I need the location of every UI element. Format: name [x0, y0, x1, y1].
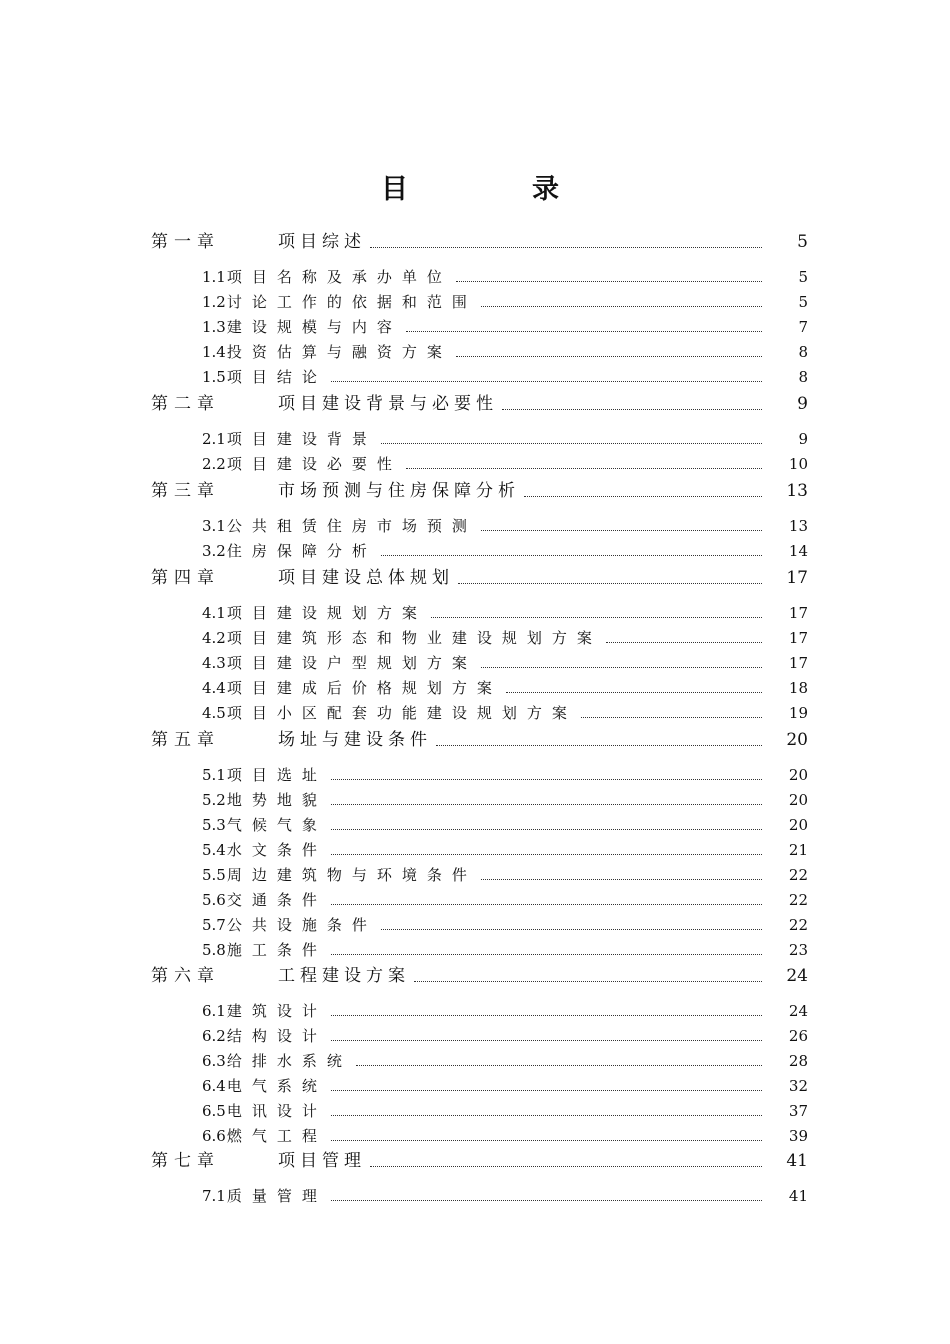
section-page-number: 7 — [798, 318, 808, 336]
section-number: 1.5 — [202, 368, 226, 386]
page-title-char-1: 目 — [381, 174, 408, 205]
section-title-line — [202, 315, 762, 339]
section-title-line — [202, 999, 762, 1023]
toc-chapter-row[interactable] — [0, 477, 950, 505]
chapter-page-number: 17 — [786, 568, 808, 588]
toc-section-row[interactable] — [0, 999, 950, 1023]
section-title-line — [202, 514, 762, 538]
toc-section-row[interactable] — [0, 315, 950, 339]
dot-leader — [431, 616, 762, 618]
dot-leader — [331, 1014, 762, 1016]
section-number: 6.4 — [202, 1077, 226, 1095]
chapter-title: 工程建设方案 — [278, 966, 410, 986]
chapter-title: 场址与建设条件 — [278, 730, 432, 750]
section-title: 建筑设计 — [226, 1002, 327, 1020]
toc-chapter-row[interactable] — [0, 228, 950, 256]
toc-section-row[interactable] — [0, 763, 950, 787]
chapter-page-number: 41 — [786, 1151, 808, 1171]
section-title-line — [202, 788, 762, 812]
chapter-label: 第六章 — [151, 966, 220, 986]
section-number: 5.7 — [202, 916, 226, 934]
chapter-title-line — [278, 564, 762, 592]
section-number: 5.1 — [202, 766, 226, 784]
toc-section-row[interactable] — [0, 676, 950, 700]
section-title-line — [202, 427, 762, 451]
section-page-number: 9 — [798, 430, 808, 448]
section-title: 项目结论 — [226, 368, 327, 386]
section-page-number: 21 — [788, 841, 808, 859]
dot-leader — [370, 1165, 762, 1167]
section-title: 电讯设计 — [226, 1102, 327, 1120]
dot-leader — [458, 582, 762, 584]
chapter-title: 市场预测与住房保障分析 — [278, 481, 520, 501]
section-title-line — [202, 838, 762, 862]
section-page-number: 41 — [788, 1187, 808, 1205]
section-title-line — [202, 601, 762, 625]
section-title: 项目建成后价格规划方案 — [226, 679, 502, 697]
toc-section-row[interactable] — [0, 452, 950, 476]
chapter-page-number: 20 — [786, 730, 808, 750]
chapter-label: 第七章 — [151, 1151, 220, 1171]
section-title: 项目建设背景 — [226, 430, 377, 448]
toc-section-row[interactable] — [0, 539, 950, 563]
section-title: 质量管理 — [226, 1187, 327, 1205]
chapter-label: 第五章 — [151, 730, 220, 750]
section-title: 项目建设户型规划方案 — [226, 654, 477, 672]
section-title-line — [202, 1184, 762, 1208]
section-title-line — [202, 1099, 762, 1123]
section-title-line — [202, 938, 762, 962]
dot-leader — [356, 1064, 762, 1066]
section-page-number: 22 — [788, 866, 808, 884]
dot-leader — [524, 495, 762, 497]
section-number: 3.1 — [202, 517, 226, 535]
toc-section-row[interactable] — [0, 340, 950, 364]
chapter-title-line — [278, 1147, 762, 1175]
section-number: 5.5 — [202, 866, 226, 884]
section-page-number: 32 — [788, 1077, 808, 1095]
chapter-title: 项目管理 — [278, 1151, 366, 1171]
section-page-number: 19 — [788, 704, 808, 722]
page-title-char-2: 录 — [532, 174, 559, 205]
toc-section-row[interactable] — [0, 1184, 950, 1208]
section-title: 给排水系统 — [226, 1052, 352, 1070]
toc-section-row[interactable] — [0, 863, 950, 887]
dot-leader — [481, 666, 762, 668]
section-page-number: 10 — [788, 455, 808, 473]
section-title: 气候气象 — [226, 816, 327, 834]
chapter-label: 第四章 — [151, 568, 220, 588]
dot-leader — [331, 380, 762, 382]
toc-section-row[interactable] — [0, 514, 950, 538]
toc-section-row[interactable] — [0, 1049, 950, 1073]
section-page-number: 20 — [788, 816, 808, 834]
section-title: 讨论工作的依据和范围 — [226, 293, 477, 311]
section-number: 5.6 — [202, 891, 226, 909]
chapter-title-line — [278, 228, 762, 256]
section-number: 6.5 — [202, 1102, 226, 1120]
section-title: 周边建筑物与环境条件 — [226, 866, 477, 884]
dot-leader — [456, 280, 762, 282]
chapter-label: 第二章 — [151, 394, 220, 414]
section-page-number: 17 — [788, 629, 808, 647]
section-title-line — [202, 763, 762, 787]
section-title: 项目小区配套功能建设规划方案 — [226, 704, 577, 722]
section-title: 公共设施条件 — [226, 916, 377, 934]
toc-section-row[interactable] — [0, 601, 950, 625]
section-title: 项目建筑形态和物业建设规划方案 — [226, 629, 602, 647]
section-title: 交通条件 — [226, 891, 327, 909]
section-page-number: 18 — [788, 679, 808, 697]
toc-section-row[interactable] — [0, 626, 950, 650]
toc-section-row[interactable] — [0, 427, 950, 451]
dot-leader — [456, 355, 762, 357]
chapter-label: 第三章 — [151, 481, 220, 501]
dot-leader — [381, 442, 762, 444]
dot-leader — [381, 928, 762, 930]
toc-section-row[interactable] — [0, 651, 950, 675]
chapter-page-number: 5 — [797, 232, 808, 252]
section-title-line — [202, 913, 762, 937]
dot-leader — [331, 1089, 762, 1091]
section-page-number: 20 — [788, 766, 808, 784]
section-number: 5.8 — [202, 941, 226, 959]
section-number: 6.3 — [202, 1052, 226, 1070]
chapter-title: 项目建设总体规划 — [278, 568, 454, 588]
section-number: 6.2 — [202, 1027, 226, 1045]
section-number: 1.2 — [202, 293, 226, 311]
section-page-number: 22 — [788, 891, 808, 909]
dot-leader — [606, 641, 762, 643]
section-page-number: 24 — [788, 1002, 808, 1020]
chapter-title: 项目建设背景与必要性 — [278, 394, 498, 414]
section-title: 项目建设必要性 — [226, 455, 402, 473]
toc-chapter-row[interactable] — [0, 1147, 950, 1175]
section-page-number: 20 — [788, 791, 808, 809]
toc-section-row[interactable] — [0, 888, 950, 912]
dot-leader — [331, 803, 762, 805]
dot-leader — [481, 529, 762, 531]
section-title: 项目选址 — [226, 766, 327, 784]
toc-section-row[interactable] — [0, 813, 950, 837]
chapter-title: 项目综述 — [278, 232, 366, 252]
section-title: 投资估算与融资方案 — [226, 343, 452, 361]
section-page-number: 37 — [788, 1102, 808, 1120]
section-number: 7.1 — [202, 1187, 226, 1205]
section-page-number: 22 — [788, 916, 808, 934]
dot-leader — [581, 716, 762, 718]
chapter-title-line — [278, 477, 762, 505]
dot-leader — [502, 408, 762, 410]
section-page-number: 8 — [798, 343, 808, 361]
section-title-line — [202, 813, 762, 837]
section-number: 5.3 — [202, 816, 226, 834]
section-number: 2.2 — [202, 455, 226, 473]
section-title: 施工条件 — [226, 941, 327, 959]
section-page-number: 5 — [798, 268, 808, 286]
dot-leader — [331, 828, 762, 830]
section-number: 5.4 — [202, 841, 226, 859]
toc-section-row[interactable] — [0, 788, 950, 812]
section-title: 结构设计 — [226, 1027, 327, 1045]
chapter-title-line — [278, 726, 762, 754]
dot-leader — [406, 330, 762, 332]
section-number: 4.4 — [202, 679, 226, 697]
section-title: 项目建设规划方案 — [226, 604, 427, 622]
section-number: 4.1 — [202, 604, 226, 622]
toc-section-row[interactable] — [0, 1024, 950, 1048]
toc-chapter-row[interactable] — [0, 726, 950, 754]
section-page-number: 28 — [788, 1052, 808, 1070]
toc-section-row[interactable] — [0, 290, 950, 314]
section-title: 公共租赁住房市场预测 — [226, 517, 477, 535]
section-title-line — [202, 1124, 762, 1148]
section-number: 6.6 — [202, 1127, 226, 1145]
section-title-line — [202, 1024, 762, 1048]
section-number: 4.5 — [202, 704, 226, 722]
section-title: 燃气工程 — [226, 1127, 327, 1145]
section-title-line — [202, 1049, 762, 1073]
section-page-number: 39 — [788, 1127, 808, 1145]
dot-leader — [481, 305, 762, 307]
section-page-number: 17 — [788, 604, 808, 622]
section-page-number: 14 — [788, 542, 808, 560]
section-title: 住房保障分析 — [226, 542, 377, 560]
section-title-line — [202, 651, 762, 675]
dot-leader — [381, 554, 762, 556]
section-title: 地势地貌 — [226, 791, 327, 809]
section-title: 电气系统 — [226, 1077, 327, 1095]
toc-chapter-row[interactable] — [0, 564, 950, 592]
toc-section-row[interactable] — [0, 365, 950, 389]
toc-section-row[interactable] — [0, 1074, 950, 1098]
chapter-label: 第一章 — [151, 232, 220, 252]
dot-leader — [331, 1039, 762, 1041]
toc-section-row[interactable] — [0, 1124, 950, 1148]
toc-section-row[interactable] — [0, 701, 950, 725]
section-title-line — [202, 701, 762, 725]
section-number: 2.1 — [202, 430, 226, 448]
toc-chapter-row[interactable] — [0, 390, 950, 418]
chapter-page-number: 9 — [797, 394, 808, 414]
section-title: 建设规模与内容 — [226, 318, 402, 336]
section-number: 1.3 — [202, 318, 226, 336]
section-page-number: 8 — [798, 368, 808, 386]
section-page-number: 17 — [788, 654, 808, 672]
dot-leader — [414, 980, 762, 982]
chapter-title-line — [278, 962, 762, 990]
toc-section-row[interactable] — [0, 938, 950, 962]
chapter-page-number: 13 — [786, 481, 808, 501]
section-title: 项目名称及承办单位 — [226, 268, 452, 286]
section-number: 5.2 — [202, 791, 226, 809]
section-title-line — [202, 888, 762, 912]
dot-leader — [436, 744, 762, 746]
section-number: 1.4 — [202, 343, 226, 361]
toc-section-row[interactable] — [0, 838, 950, 862]
toc-section-row[interactable] — [0, 913, 950, 937]
section-number: 4.2 — [202, 629, 226, 647]
section-title-line — [202, 1074, 762, 1098]
section-title-line — [202, 863, 762, 887]
dot-leader — [481, 878, 762, 880]
section-title: 水文条件 — [226, 841, 327, 859]
dot-leader — [331, 778, 762, 780]
section-page-number: 26 — [788, 1027, 808, 1045]
dot-leader — [406, 467, 762, 469]
dot-leader — [331, 1139, 762, 1141]
chapter-title-line — [278, 390, 762, 418]
section-title-line — [202, 676, 762, 700]
dot-leader — [506, 691, 762, 693]
toc-section-row[interactable] — [0, 265, 950, 289]
section-page-number: 23 — [788, 941, 808, 959]
section-number: 6.1 — [202, 1002, 226, 1020]
toc-chapter-row[interactable] — [0, 962, 950, 990]
section-page-number: 5 — [798, 293, 808, 311]
dot-leader — [331, 1199, 762, 1201]
section-number: 3.2 — [202, 542, 226, 560]
section-title-line — [202, 452, 762, 476]
dot-leader — [331, 853, 762, 855]
section-page-number: 13 — [788, 517, 808, 535]
dot-leader — [331, 1114, 762, 1116]
section-title-line — [202, 290, 762, 314]
toc-section-row[interactable] — [0, 1099, 950, 1123]
section-title-line — [202, 539, 762, 563]
chapter-page-number: 24 — [786, 966, 808, 986]
dot-leader — [370, 246, 762, 248]
dot-leader — [331, 953, 762, 955]
section-title-line — [202, 340, 762, 364]
section-title-line — [202, 265, 762, 289]
section-title-line — [202, 365, 762, 389]
section-number: 1.1 — [202, 268, 226, 286]
dot-leader — [331, 903, 762, 905]
section-title-line — [202, 626, 762, 650]
section-number: 4.3 — [202, 654, 226, 672]
